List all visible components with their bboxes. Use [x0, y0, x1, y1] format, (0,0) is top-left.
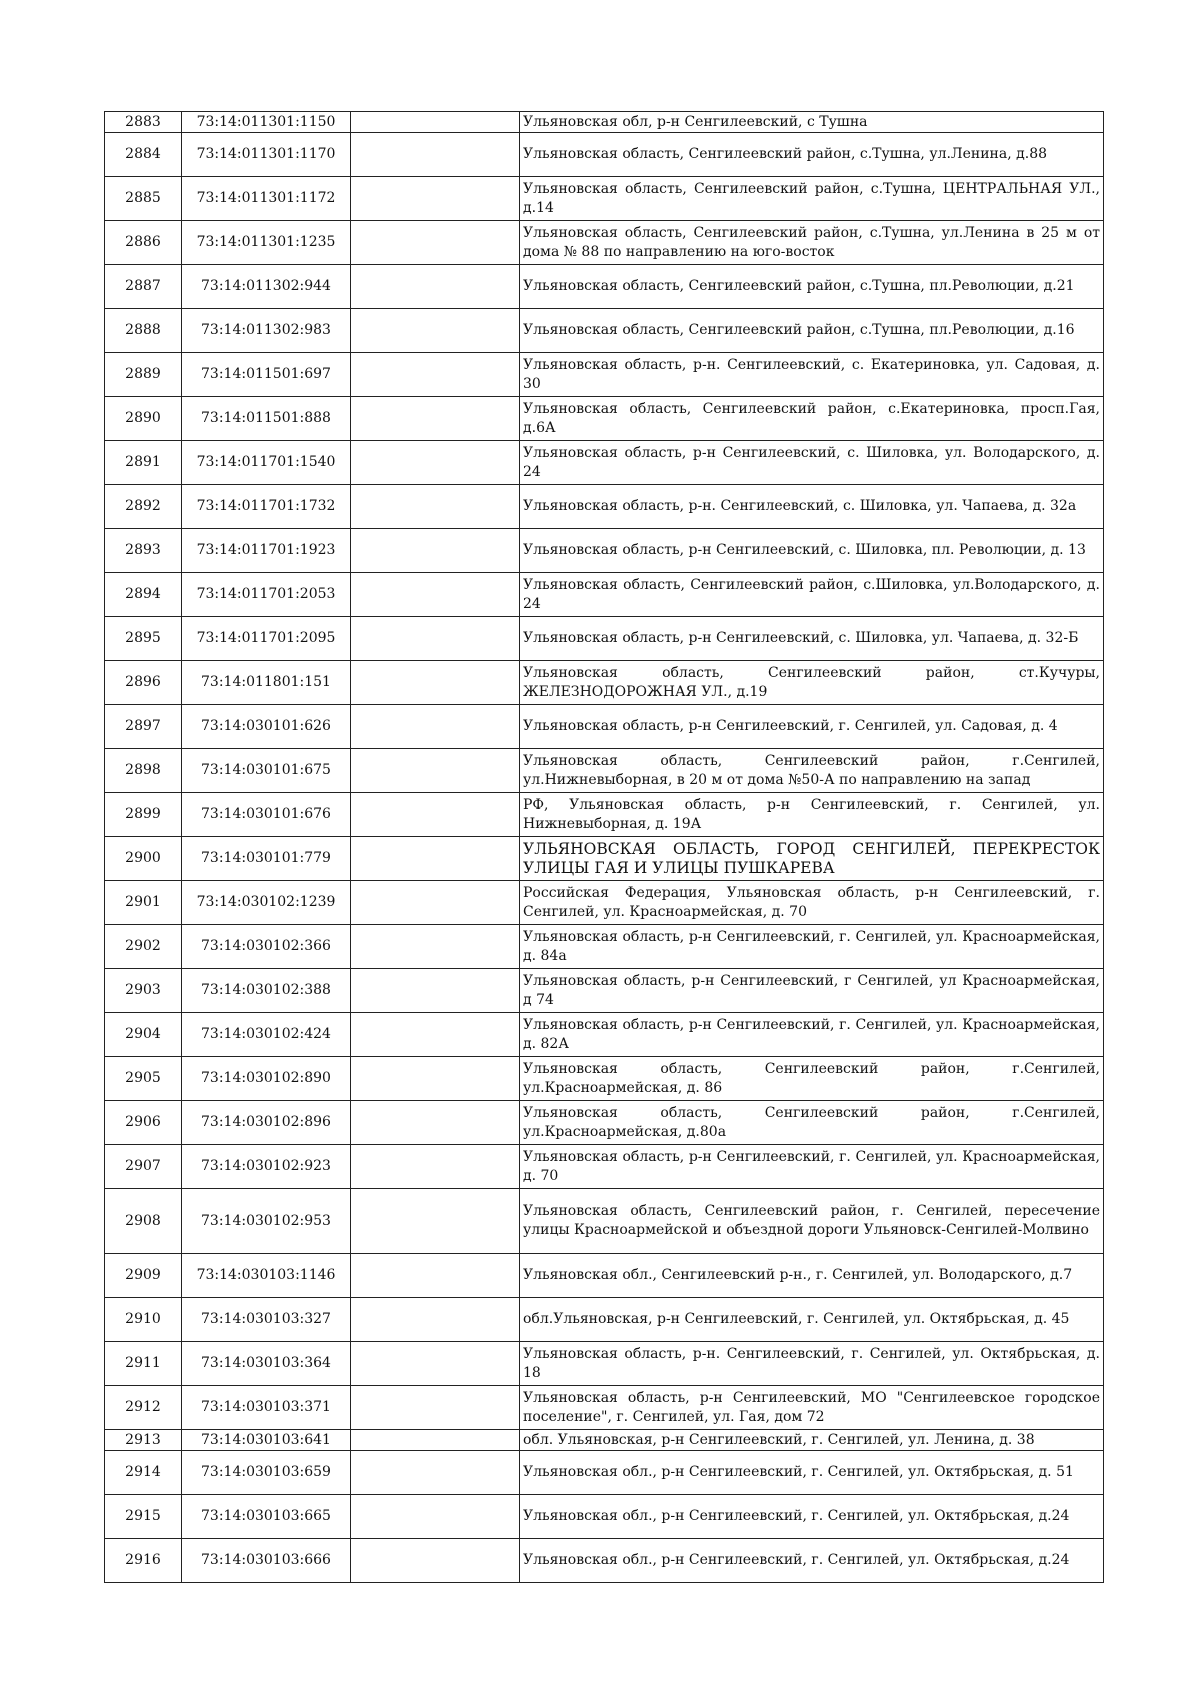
address-cell: Ульяновская область, Сенгилеевский район, с.Шиловка, ул.Володарского, д. 24	[520, 573, 1104, 617]
empty-cell	[351, 177, 520, 221]
cadastral-number-cell: 73:14:030102:896	[182, 1101, 351, 1145]
row-number-cell: 2910	[105, 1298, 182, 1342]
cadastral-number-cell: 73:14:030103:364	[182, 1342, 351, 1386]
address-cell: Ульяновская обл., р-н Сенгилеевский, г. Сенгилей, ул. Октябрьская, д. 51	[520, 1451, 1104, 1495]
cadastral-number-cell: 73:14:011501:888	[182, 397, 351, 441]
row-number-cell: 2903	[105, 969, 182, 1013]
empty-cell	[351, 112, 520, 133]
row-number-cell: 2896	[105, 661, 182, 705]
row-number-cell: 2894	[105, 573, 182, 617]
address-cell: Ульяновская область, Сенгилеевский район, с.Екатериновка, просп.Гая, д.6А	[520, 397, 1104, 441]
row-number-cell: 2885	[105, 177, 182, 221]
empty-cell	[351, 1013, 520, 1057]
address-cell: Ульяновская область, р-н. Сенгилеевский, с. Екатериновка, ул. Садовая, д. 30	[520, 353, 1104, 397]
empty-cell	[351, 749, 520, 793]
row-number-cell: 2890	[105, 397, 182, 441]
cadastral-number-cell: 73:14:011302:983	[182, 309, 351, 353]
row-number-cell: 2883	[105, 112, 182, 133]
table-row	[105, 112, 1104, 133]
empty-cell	[351, 1430, 520, 1451]
table-row	[105, 661, 1104, 705]
empty-cell	[351, 265, 520, 309]
row-number-cell: 2900	[105, 837, 182, 881]
empty-cell	[351, 353, 520, 397]
empty-cell	[351, 397, 520, 441]
row-number-cell: 2908	[105, 1189, 182, 1254]
table-row	[105, 1101, 1104, 1145]
address-cell: Ульяновская область, Сенгилеевский район, г. Сенгилей, пересечение улицы Красноармейской и объездной дороги Ульяновск-Сенгилей-Молвино	[520, 1189, 1104, 1254]
address-cell: Ульяновская область, р-н. Сенгилеевский, г. Сенгилей, ул. Октябрьская, д. 18	[520, 1342, 1104, 1386]
row-number-cell: 2913	[105, 1430, 182, 1451]
address-cell: Ульяновская область, р-н Сенгилеевский, г. Сенгилей, ул. Красноармейская, д. 84а	[520, 925, 1104, 969]
empty-cell	[351, 1254, 520, 1298]
row-number-cell: 2904	[105, 1013, 182, 1057]
table-row	[105, 969, 1104, 1013]
table-row	[105, 265, 1104, 309]
cadastral-number-cell: 73:14:011701:1540	[182, 441, 351, 485]
empty-cell	[351, 1145, 520, 1189]
address-cell: Ульяновская область, Сенгилеевский район, с.Тушна, пл.Революции, д.21	[520, 265, 1104, 309]
cadastral-number-cell: 73:14:030102:890	[182, 1057, 351, 1101]
cadastral-number-cell: 73:14:030101:675	[182, 749, 351, 793]
table-row	[105, 1495, 1104, 1539]
row-number-cell: 2916	[105, 1539, 182, 1583]
address-cell: Ульяновская область, Сенгилеевский район, с.Тушна, ЦЕНТРАЛЬНАЯ УЛ., д.14	[520, 177, 1104, 221]
cadastral-number-cell: 73:14:030102:923	[182, 1145, 351, 1189]
table-row	[105, 837, 1104, 881]
empty-cell	[351, 1057, 520, 1101]
address-cell: Ульяновская область, р-н Сенгилеевский, г Сенгилей, ул Красноармейская, д 74	[520, 969, 1104, 1013]
cadastral-number-cell: 73:14:011501:697	[182, 353, 351, 397]
address-cell: Ульяновская обл., р-н Сенгилеевский, г. Сенгилей, ул. Октябрьская, д.24	[520, 1495, 1104, 1539]
cadastral-number-cell: 73:14:030102:1239	[182, 881, 351, 925]
table-row	[105, 177, 1104, 221]
empty-cell	[351, 837, 520, 881]
cadastral-number-cell: 73:14:011301:1170	[182, 133, 351, 177]
row-number-cell: 2914	[105, 1451, 182, 1495]
empty-cell	[351, 441, 520, 485]
cadastral-number-cell: 73:14:030102:424	[182, 1013, 351, 1057]
empty-cell	[351, 309, 520, 353]
row-number-cell: 2893	[105, 529, 182, 573]
table-row	[105, 397, 1104, 441]
empty-cell	[351, 617, 520, 661]
cadastral-number-cell: 73:14:011301:1172	[182, 177, 351, 221]
table-row	[105, 705, 1104, 749]
table-row	[105, 1189, 1104, 1254]
row-number-cell: 2907	[105, 1145, 182, 1189]
row-number-cell: 2888	[105, 309, 182, 353]
cadastral-number-cell: 73:14:011701:1923	[182, 529, 351, 573]
empty-cell	[351, 529, 520, 573]
row-number-cell: 2889	[105, 353, 182, 397]
cadastral-number-cell: 73:14:011301:1235	[182, 221, 351, 265]
table-row	[105, 1298, 1104, 1342]
row-number-cell: 2886	[105, 221, 182, 265]
address-cell: УЛЬЯНОВСКАЯ ОБЛАСТЬ, ГОРОД СЕНГИЛЕЙ, ПЕРЕКРЕСТОК УЛИЦЫ ГАЯ И УЛИЦЫ ПУШКАРЕВА	[520, 837, 1104, 881]
address-cell: обл.Ульяновская, р-н Сенгилеевский, г. Сенгилей, ул. Октябрьская, д. 45	[520, 1298, 1104, 1342]
table-row	[105, 1430, 1104, 1451]
cadastral-number-cell: 73:14:030101:779	[182, 837, 351, 881]
empty-cell	[351, 1101, 520, 1145]
row-number-cell: 2912	[105, 1386, 182, 1430]
address-cell: Ульяновская область, р-н Сенгилеевский, с. Шиловка, ул. Чапаева, д. 32-Б	[520, 617, 1104, 661]
cadastral-number-cell: 73:14:011302:944	[182, 265, 351, 309]
table-row	[105, 221, 1104, 265]
cadastral-number-cell: 73:14:030102:366	[182, 925, 351, 969]
table-row	[105, 881, 1104, 925]
table-row	[105, 441, 1104, 485]
cadastral-number-cell: 73:14:030103:665	[182, 1495, 351, 1539]
table-row	[105, 925, 1104, 969]
empty-cell	[351, 1495, 520, 1539]
empty-cell	[351, 1342, 520, 1386]
table-row	[105, 1386, 1104, 1430]
table-row	[105, 1539, 1104, 1583]
row-number-cell: 2898	[105, 749, 182, 793]
empty-cell	[351, 1298, 520, 1342]
table-row	[105, 1451, 1104, 1495]
empty-cell	[351, 221, 520, 265]
row-number-cell: 2887	[105, 265, 182, 309]
empty-cell	[351, 573, 520, 617]
address-cell: Ульяновская область, р-н Сенгилеевский, с. Шиловка, пл. Революции, д. 13	[520, 529, 1104, 573]
cadastral-number-cell: 73:14:030103:371	[182, 1386, 351, 1430]
address-cell: Ульяновская область, р-н Сенгилеевский, г. Сенгилей, ул. Красноармейская, д. 70	[520, 1145, 1104, 1189]
address-cell: Ульяновская область, р-н Сенгилеевский, г. Сенгилей, ул. Садовая, д. 4	[520, 705, 1104, 749]
empty-cell	[351, 881, 520, 925]
address-cell: обл. Ульяновская, р-н Сенгилеевский, г. Сенгилей, ул. Ленина, д. 38	[520, 1430, 1104, 1451]
row-number-cell: 2895	[105, 617, 182, 661]
table-row	[105, 793, 1104, 837]
cadastral-number-cell: 73:14:030102:953	[182, 1189, 351, 1254]
address-cell: Ульяновская обл, р-н Сенгилеевский, с Тушна	[520, 112, 1104, 133]
address-cell: Ульяновская область, Сенгилеевский район, г.Сенгилей, ул.Нижневыборная, в 20 м от дома №50-А по направлению на запад	[520, 749, 1104, 793]
address-cell: Ульяновская область, р-н Сенгилеевский, с. Шиловка, ул. Володарского, д. 24	[520, 441, 1104, 485]
row-number-cell: 2906	[105, 1101, 182, 1145]
empty-cell	[351, 925, 520, 969]
cadastral-number-cell: 73:14:030103:666	[182, 1539, 351, 1583]
address-cell: Российская Федерация, Ульяновская область, р-н Сенгилеевский, г. Сенгилей, ул. Красноармейская, д. 70	[520, 881, 1104, 925]
cadastral-number-cell: 73:14:011701:2053	[182, 573, 351, 617]
empty-cell	[351, 705, 520, 749]
cadastral-number-cell: 73:14:011701:1732	[182, 485, 351, 529]
address-cell: Ульяновская область, Сенгилеевский район, г.Сенгилей, ул.Красноармейская, д. 86	[520, 1057, 1104, 1101]
table-row	[105, 485, 1104, 529]
cadastral-number-cell: 73:14:011301:1150	[182, 112, 351, 133]
empty-cell	[351, 485, 520, 529]
registry-table-body	[105, 112, 1104, 1583]
table-row	[105, 573, 1104, 617]
empty-cell	[351, 1189, 520, 1254]
cadastral-number-cell: 73:14:011701:2095	[182, 617, 351, 661]
empty-cell	[351, 1451, 520, 1495]
table-row	[105, 617, 1104, 661]
table-row	[105, 749, 1104, 793]
table-row	[105, 1342, 1104, 1386]
empty-cell	[351, 1386, 520, 1430]
row-number-cell: 2897	[105, 705, 182, 749]
address-cell: Ульяновская область, Сенгилеевский район, с.Тушна, пл.Революции, д.16	[520, 309, 1104, 353]
address-cell: Ульяновская обл., Сенгилеевский р-н., г. Сенгилей, ул. Володарского, д.7	[520, 1254, 1104, 1298]
cadastral-number-cell: 73:14:030103:327	[182, 1298, 351, 1342]
address-cell: Ульяновская область, Сенгилеевский район, г.Сенгилей, ул.Красноармейская, д.80а	[520, 1101, 1104, 1145]
cadastral-number-cell: 73:14:030101:676	[182, 793, 351, 837]
row-number-cell: 2901	[105, 881, 182, 925]
row-number-cell: 2884	[105, 133, 182, 177]
table-row	[105, 309, 1104, 353]
cadastral-number-cell: 73:14:011801:151	[182, 661, 351, 705]
table-row	[105, 1057, 1104, 1101]
empty-cell	[351, 661, 520, 705]
address-cell: Ульяновская область, Сенгилеевский район, с.Тушна, ул.Ленина, д.88	[520, 133, 1104, 177]
cadastral-number-cell: 73:14:030103:659	[182, 1451, 351, 1495]
table-row	[105, 529, 1104, 573]
row-number-cell: 2909	[105, 1254, 182, 1298]
table-row	[105, 353, 1104, 397]
empty-cell	[351, 793, 520, 837]
table-row	[105, 1254, 1104, 1298]
address-cell: Ульяновская обл., р-н Сенгилеевский, г. Сенгилей, ул. Октябрьская, д.24	[520, 1539, 1104, 1583]
cadastral-number-cell: 73:14:030103:641	[182, 1430, 351, 1451]
table-row	[105, 1013, 1104, 1057]
row-number-cell: 2891	[105, 441, 182, 485]
empty-cell	[351, 1539, 520, 1583]
address-cell: Ульяновская область, р-н Сенгилеевский, МО "Сенгилеевское городское поселение", г. Сенгилей, ул. Гая, дом 72	[520, 1386, 1104, 1430]
row-number-cell: 2892	[105, 485, 182, 529]
row-number-cell: 2911	[105, 1342, 182, 1386]
empty-cell	[351, 969, 520, 1013]
address-cell: Ульяновская область, Сенгилеевский район, ст.Кучуры, ЖЕЛЕЗНОДОРОЖНАЯ УЛ., д.19	[520, 661, 1104, 705]
row-number-cell: 2915	[105, 1495, 182, 1539]
row-number-cell: 2902	[105, 925, 182, 969]
row-number-cell: 2905	[105, 1057, 182, 1101]
table-row	[105, 1145, 1104, 1189]
address-cell: Ульяновская область, Сенгилеевский район, с.Тушна, ул.Ленина в 25 м от дома № 88 по направлению на юго-восток	[520, 221, 1104, 265]
cadastral-number-cell: 73:14:030102:388	[182, 969, 351, 1013]
table-row	[105, 133, 1104, 177]
empty-cell	[351, 133, 520, 177]
address-cell: РФ, Ульяновская область, р-н Сенгилеевский, г. Сенгилей, ул. Нижневыборная, д. 19А	[520, 793, 1104, 837]
property-registry-table	[104, 111, 1104, 1583]
cadastral-number-cell: 73:14:030103:1146	[182, 1254, 351, 1298]
address-cell: Ульяновская область, р-н Сенгилеевский, г. Сенгилей, ул. Красноармейская, д. 82А	[520, 1013, 1104, 1057]
address-cell: Ульяновская область, р-н. Сенгилеевский, с. Шиловка, ул. Чапаева, д. 32а	[520, 485, 1104, 529]
cadastral-number-cell: 73:14:030101:626	[182, 705, 351, 749]
row-number-cell: 2899	[105, 793, 182, 837]
